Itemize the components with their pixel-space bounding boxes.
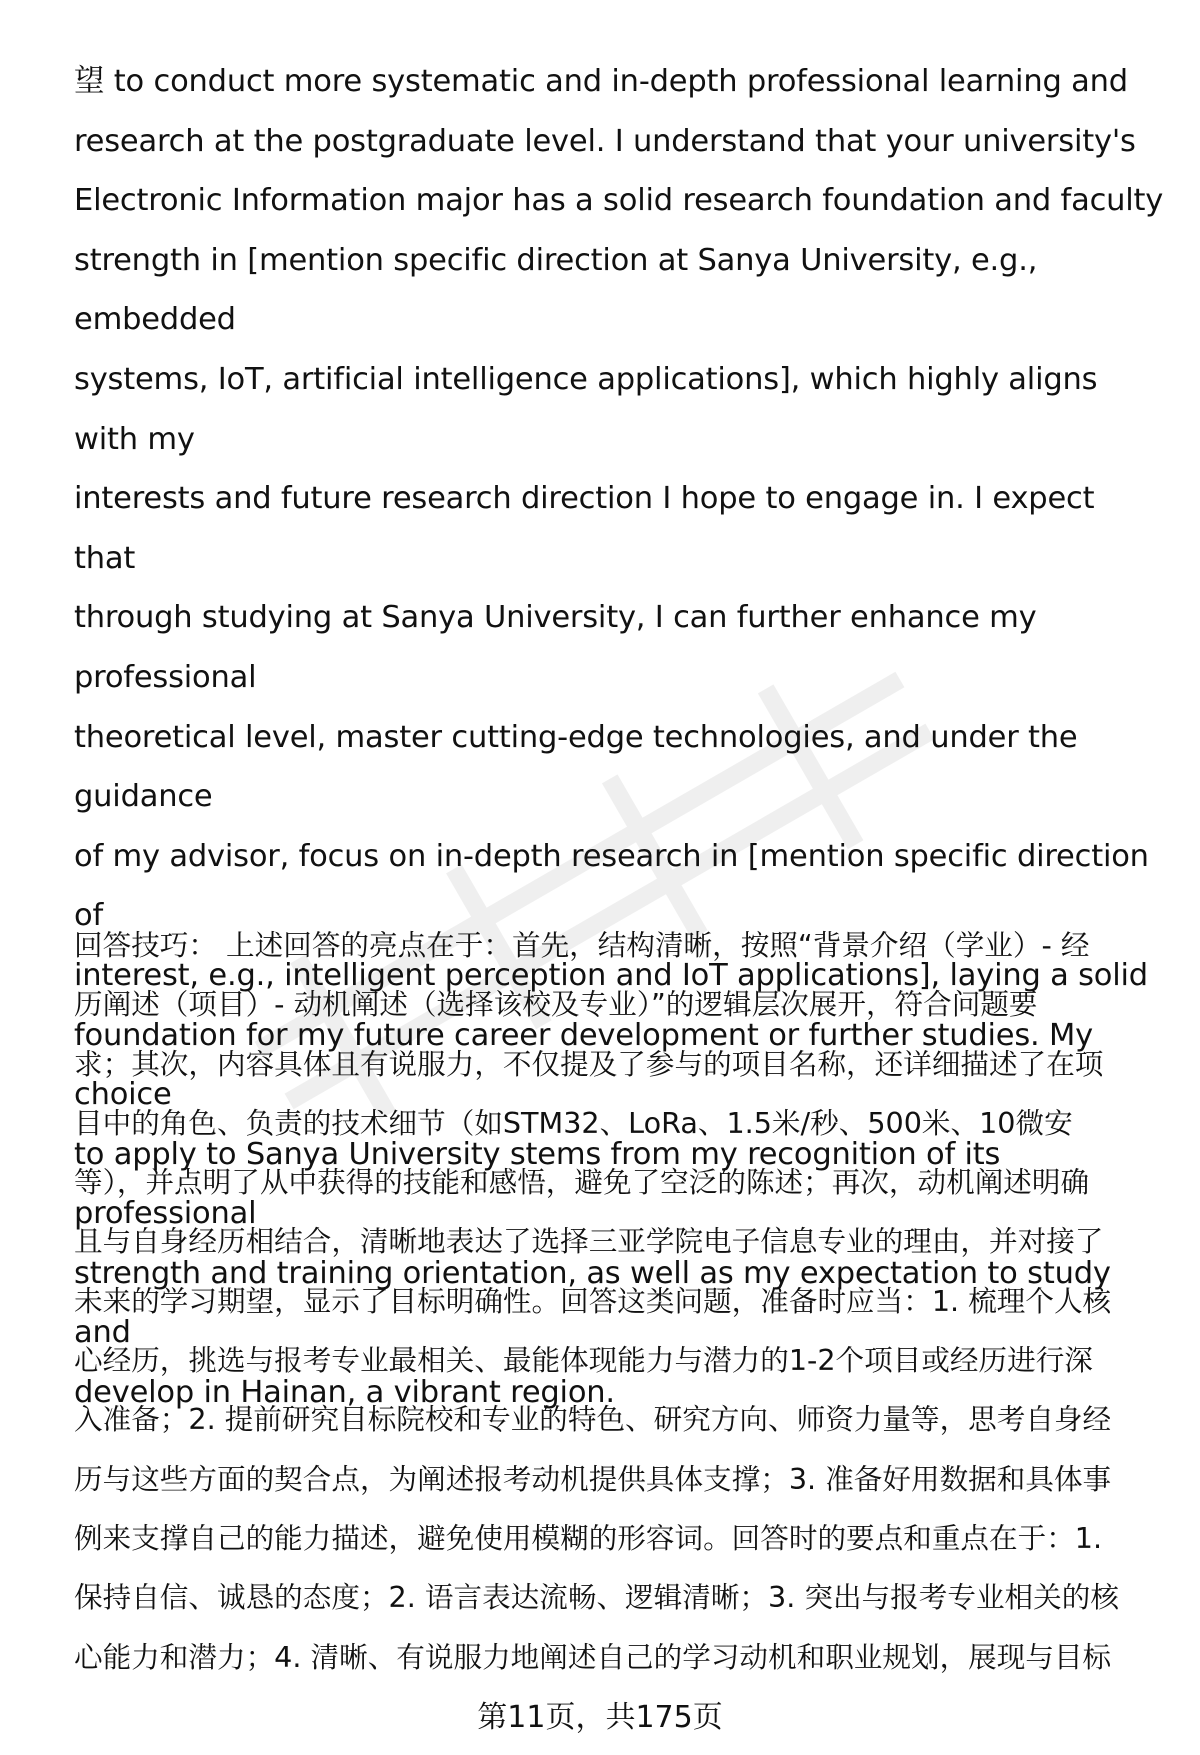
body-paragraph-english: 望 to conduct more systematic and in-depth professional learning and research at the postgraduate level. I understand that your university's Electronic Information major has a solid research foundation and faculty strength in [mention specific direction at Sanya University, e.g., embedded systems, IoT, artificial intelligence applications], which highly aligns with my interests and future research direction I hope to engage in. I expect that through studying at Sanya University, I can further enhance my professional theoretical level, master cutting-edge technologies, and under the guidance of my advisor, focus on in-depth research in [mention specific direction of interest, e.g., intelligent perception and IoT applications], laying a solid foundation for my future career development or further studies. My choice to apply to Sanya University stems from my recognition of its professional strength and training orientation, as well as my expectation to study and develop in Hainan, a vibrant region. — [74, 64, 1164, 1411]
answer-tips-paragraph: 回答技巧： 上述回答的亮点在于：首先，结构清晰，按照“背景介绍（学业）- 经 历阐述（项目）- 动机阐述（选择该校及专业）”的逻辑层次展开，符合问题要 求；其次，内容具体且有说服力，不仅提及了参与的项目名称，还详细描述了在项 目中的角色、负责的技术细节（如STM32、LoRa、1.5米/秒、500米、10微安 等），并点明了从中获得的技能和感悟，避免了空泛的陈述；再次，动机阐述明确 且与自身经历相结合，清晰地表达了选择三亚学院电子信息专业的理由，并对接了 未来的学习期望，显示了目标明确性。回答这类问题，准备时应当：1. 梳理个人核 心经历，挑选与报考专业最相关、最能体现能力与潜力的1-2个项目或经历进行深 入准备；2. 提前研究目标院校和专业的特色、研究方向、师资力量等，思考自身经 历与这些方面的契合点，为阐述报考动机提供具体支撑；3. 准备好用数据和具体事 例来支撑自己的能力描述，避免使用模糊的形容词。回答时的要点和重点在于：1. 保持自信、诚恳的态度；2. 语言表达流畅、逻辑清晰；3. 突出与报考专业相关的核 心能力和潜力；4. 清晰、有说服力地阐述自己的学习动机和职业规划，展现与目标 — [74, 928, 1119, 1674]
page-number-footer: 第11页，共175页 — [477, 1700, 723, 1735]
